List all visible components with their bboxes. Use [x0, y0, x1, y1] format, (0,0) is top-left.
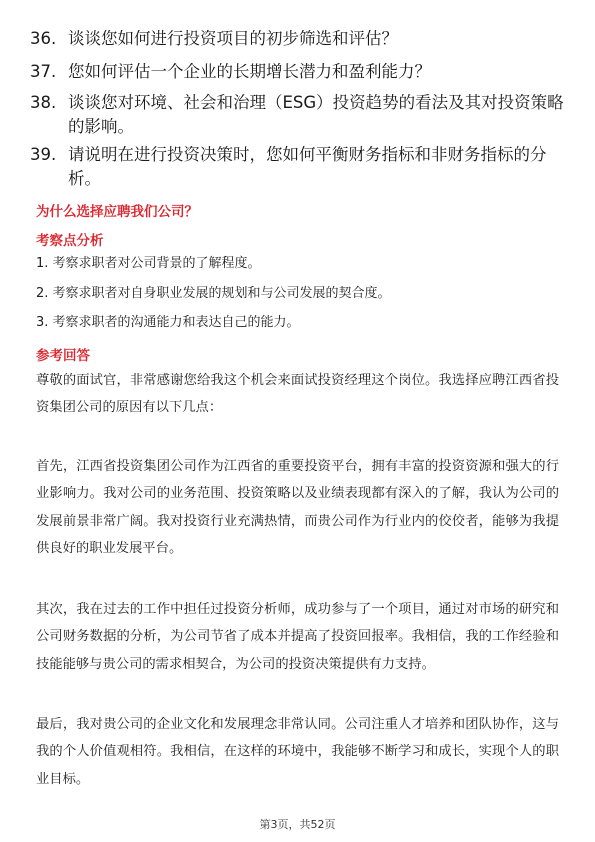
question-text: 您如何评估一个企业的长期增长潜力和盈利能力？ [68, 62, 431, 81]
question-number: 36. [30, 29, 57, 48]
answer-paragraph: 尊敬的面试官，非常感谢您给我这个机会来面试投资经理这个岗位。我选择应聘江西省投资集团公司的原因有以下几点： [36, 373, 559, 416]
answer-paragraph: 最后，我对贵公司的企业文化和发展理念非常认同。公司注重人才培养和团队协作，这与我的个人价值观相符。我相信，在这样的环境中，我能够不断学习和成长，实现个人的职业目标。 [36, 717, 559, 787]
question-number: 37. [30, 62, 57, 81]
question-text: 谈谈您如何进行投资项目的初步筛选和评估？ [68, 29, 398, 48]
reference-title: 参考回答 [36, 348, 90, 364]
question-text: 谈谈您对环境、社会和治理（ESG）投资趋势的看法及其对投资策略的影响。 [68, 93, 564, 136]
question-number: 39. [30, 145, 57, 164]
question-number: 38. [30, 93, 57, 112]
answer-paragraph: 其次，我在过去的工作中担任过投资分析师，成功参与了一个项目，通过对市场的研究和公司财务数据的分析，为公司节省了成本并提高了投资回报率。我相信，我的工作经验和技能能够与贵公司的需求相契合，为公司的投资决策提供有力支持。 [36, 602, 559, 672]
question-text: 请说明在进行投资决策时，您如何平衡财务指标和非财务指标的分析。 [68, 145, 547, 188]
section-title: 为什么选择应聘我们公司？ [36, 204, 198, 220]
page-number: 第3页，共52页 [259, 818, 336, 831]
analysis-item: 3. 考察求职者的沟通能力和表达自己的能力。 [36, 315, 300, 330]
analysis-title: 考察点分析 [36, 233, 104, 249]
answer-paragraph: 首先，江西省投资集团公司作为江西省的重要投资平台，拥有丰富的投资资源和强大的行业影响力。我对公司的业务范围、投资策略以及业绩表现都有深入的了解，我认为公司的发展前景非常广阔。我对投资行业充满热情，而贵公司作为行业内的佼佼者，能够为我提供良好的职业发展平台。 [36, 459, 559, 556]
analysis-item: 2. 考察求职者对自身职业发展的规划和与公司发展的契合度。 [36, 286, 391, 301]
analysis-item: 1. 考察求职者对公司背景的了解程度。 [36, 256, 261, 271]
